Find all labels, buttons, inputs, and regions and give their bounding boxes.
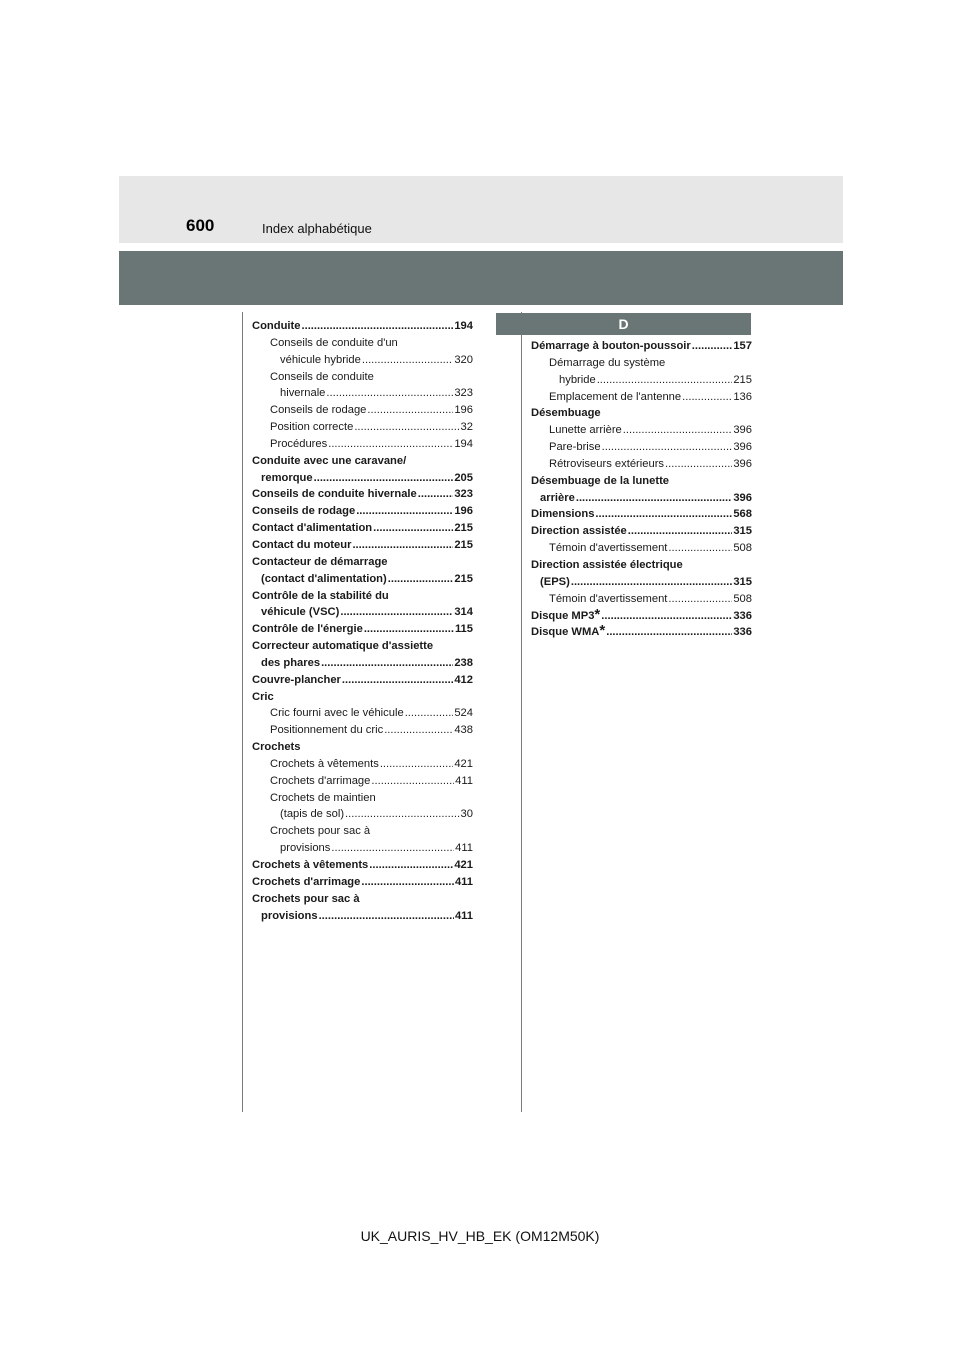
index-entry: Disque WMA * ..... 336 bbox=[531, 624, 752, 641]
entry-label: des phares bbox=[261, 656, 321, 669]
index-subentry bbox=[252, 823, 473, 857]
index-entry bbox=[531, 523, 752, 540]
entry-page-number: 315 bbox=[733, 525, 752, 538]
entry-page-number: 411 bbox=[454, 909, 473, 922]
dot-leader bbox=[418, 486, 454, 503]
entry-label: (contact d'alimentation) bbox=[261, 572, 387, 585]
column-divider-left bbox=[242, 312, 243, 1112]
entry-page-number: 238 bbox=[454, 656, 473, 669]
entry-page-number: 215 bbox=[733, 373, 752, 386]
index-entry bbox=[252, 638, 473, 672]
entry-label: Direction assistée bbox=[531, 525, 627, 538]
entry-page-number: 194 bbox=[454, 320, 473, 332]
index-subentry bbox=[252, 436, 473, 453]
dot-leader bbox=[367, 402, 453, 419]
entry-label: Conseils de conduite d'un bbox=[270, 336, 398, 349]
entry-label: arrière bbox=[540, 491, 575, 504]
index-subentry bbox=[252, 790, 473, 824]
document-code: UK_AURIS_HV_HB_EK (OM12M50K) bbox=[360, 1228, 600, 1244]
entry-label: Crochets à vêtements bbox=[270, 757, 379, 770]
index-letter-heading: D bbox=[496, 313, 751, 335]
entry-label: Contact du moteur bbox=[252, 538, 352, 551]
index-subentry bbox=[531, 422, 752, 439]
entry-label: Démarrage du système bbox=[549, 356, 666, 369]
entry-page-number: 524 bbox=[454, 707, 473, 720]
dot-leader bbox=[331, 840, 454, 857]
entry-label: Pare-brise bbox=[549, 441, 601, 454]
index-entry bbox=[252, 486, 473, 503]
index-subentry bbox=[531, 591, 752, 608]
entry-page-number: 411 bbox=[455, 842, 473, 855]
header-band bbox=[119, 176, 843, 243]
dot-leader bbox=[328, 436, 453, 453]
entry-page-number: 411 bbox=[454, 875, 473, 888]
dot-leader bbox=[668, 591, 732, 608]
index-entry bbox=[252, 554, 473, 588]
entry-page-number: 323 bbox=[454, 488, 473, 501]
entry-label: Désembuage bbox=[531, 407, 601, 420]
entry-label: Disque WMA bbox=[531, 626, 600, 639]
dot-leader bbox=[682, 389, 732, 406]
index-subentry bbox=[531, 540, 752, 557]
index-entry bbox=[252, 672, 473, 689]
dot-leader bbox=[595, 506, 732, 523]
index-subentry bbox=[531, 456, 752, 473]
entry-label: Contact d'alimentation bbox=[252, 522, 373, 535]
entry-label: véhicule hybride bbox=[280, 353, 361, 366]
header-dark-band bbox=[119, 251, 843, 305]
entry-page-number: 314 bbox=[454, 606, 473, 619]
index-subentry bbox=[252, 419, 473, 436]
entry-page-number: 412 bbox=[454, 673, 473, 686]
dot-leader bbox=[692, 338, 733, 355]
entry-page-number: 396 bbox=[733, 491, 752, 504]
entry-page-number: 30 bbox=[460, 808, 473, 821]
entry-page-number: 421 bbox=[454, 859, 473, 871]
dot-leader bbox=[314, 470, 454, 487]
entry-label: Conduite avec une caravane/ bbox=[252, 454, 407, 467]
dot-leader bbox=[319, 908, 454, 925]
index-entry bbox=[252, 857, 473, 874]
index-entry bbox=[252, 318, 473, 335]
entry-page-number: 396 bbox=[733, 457, 752, 470]
index-entry bbox=[252, 588, 473, 622]
entry-label: Démarrage à bouton-poussoir bbox=[531, 340, 691, 352]
entry-label: Procédures bbox=[270, 437, 328, 450]
entry-page-number: 157 bbox=[733, 340, 752, 352]
entry-label: Témoin d'avertissement bbox=[549, 592, 668, 605]
entry-page-number: 421 bbox=[454, 757, 473, 770]
entry-label: Crochets d'arrimage bbox=[270, 774, 371, 787]
entry-page-number: 115 bbox=[454, 623, 473, 636]
dot-leader bbox=[606, 624, 732, 641]
dot-leader bbox=[345, 806, 460, 823]
dot-leader bbox=[597, 372, 733, 389]
entry-label: Conseils de conduite hivernale bbox=[252, 488, 417, 501]
entry-page-number: 396 bbox=[733, 441, 752, 454]
entry-label: Position correcte bbox=[270, 421, 354, 434]
entry-label: Couvre-plancher bbox=[252, 673, 341, 686]
entry-page-number: 411 bbox=[455, 774, 473, 787]
dot-leader bbox=[354, 419, 459, 436]
index-subentry bbox=[531, 439, 752, 456]
section-title: Index alphabétique bbox=[262, 221, 372, 236]
entry-label: provisions bbox=[280, 842, 331, 855]
index-entry bbox=[531, 557, 752, 591]
entry-page-number: 196 bbox=[454, 404, 473, 417]
entry-page-number: 215 bbox=[454, 538, 473, 551]
dot-leader bbox=[384, 722, 453, 739]
entry-label: Dimensions bbox=[531, 508, 595, 521]
index-subentry bbox=[252, 402, 473, 419]
entry-label: Cric fourni avec le véhicule bbox=[270, 707, 404, 720]
entry-label: Contacteur de démarrage bbox=[252, 555, 388, 568]
dot-leader bbox=[602, 439, 733, 456]
entry-label: véhicule (VSC) bbox=[261, 606, 340, 619]
entry-page-number: 568 bbox=[733, 508, 752, 521]
dot-leader bbox=[405, 705, 454, 722]
entry-page-number: 508 bbox=[733, 592, 752, 605]
dot-leader bbox=[388, 571, 454, 588]
entry-page-number: 32 bbox=[460, 421, 473, 434]
index-entry bbox=[531, 405, 752, 422]
dot-leader bbox=[352, 537, 453, 554]
dot-leader bbox=[356, 503, 453, 520]
index-column-right bbox=[531, 338, 752, 641]
entry-label: Contrôle de l'énergie bbox=[252, 623, 363, 636]
column-divider-right bbox=[521, 312, 522, 1112]
entry-page-number: 196 bbox=[454, 505, 473, 518]
entry-label: Contrôle de la stabilité du bbox=[252, 589, 389, 602]
dot-leader bbox=[361, 874, 454, 891]
index-entry: Disque MP3 * ..... 336 bbox=[531, 608, 752, 625]
dot-leader bbox=[668, 540, 732, 557]
index-subentry bbox=[531, 389, 752, 406]
index-subentry bbox=[252, 335, 473, 369]
entry-label: Direction assistée électrique bbox=[531, 558, 683, 571]
entry-label: Lunette arrière bbox=[549, 424, 622, 437]
entry-label: provisions bbox=[261, 909, 318, 922]
entry-page-number: 438 bbox=[454, 724, 473, 737]
index-subentry bbox=[252, 773, 473, 790]
entry-label: Témoin d'avertissement bbox=[549, 542, 668, 555]
dot-leader bbox=[371, 773, 454, 790]
entry-label: Disque MP3 bbox=[531, 609, 595, 622]
index-subentry bbox=[252, 756, 473, 773]
entry-page-number: 323 bbox=[454, 387, 473, 400]
dot-leader bbox=[601, 608, 732, 625]
entry-label: remorque bbox=[261, 471, 313, 484]
index-entry bbox=[531, 473, 752, 507]
page-number: 600 bbox=[186, 216, 215, 235]
entry-label: (EPS) bbox=[540, 575, 570, 588]
index-entry bbox=[252, 739, 473, 756]
dot-leader bbox=[623, 422, 733, 439]
entry-label: hivernale bbox=[280, 387, 326, 400]
entry-page-number: 215 bbox=[454, 522, 473, 535]
entry-label: Correcteur automatique d'assiette bbox=[252, 640, 434, 653]
index-subentry bbox=[252, 722, 473, 739]
entry-page-number: 315 bbox=[733, 575, 752, 588]
index-entry bbox=[531, 506, 752, 523]
dot-leader bbox=[571, 574, 732, 591]
index-entry bbox=[252, 891, 473, 925]
entry-label: Crochets à vêtements bbox=[252, 859, 369, 871]
entry-label: Cric bbox=[252, 690, 274, 703]
entry-page-number: 136 bbox=[733, 390, 752, 403]
index-entry bbox=[531, 338, 752, 355]
entry-label: Crochets pour sac à bbox=[252, 892, 360, 905]
entry-page-number: 320 bbox=[454, 353, 473, 366]
index-entry bbox=[252, 537, 473, 554]
dot-leader bbox=[364, 621, 454, 638]
entry-label: Conduite bbox=[252, 320, 301, 332]
entry-page-number: 194 bbox=[454, 437, 473, 450]
entry-page-number: 508 bbox=[733, 542, 752, 555]
entry-label: Positionnement du cric bbox=[270, 724, 384, 737]
entry-label: Crochets bbox=[252, 741, 301, 754]
index-entry bbox=[252, 503, 473, 520]
index-entry bbox=[252, 689, 473, 706]
entry-label: Conseils de rodage bbox=[252, 505, 356, 518]
entry-page-number: 396 bbox=[733, 424, 752, 437]
dot-leader bbox=[373, 520, 453, 537]
dot-leader bbox=[301, 318, 453, 335]
index-entry bbox=[252, 621, 473, 638]
index-subentry bbox=[531, 355, 752, 389]
entry-page-number: 205 bbox=[454, 471, 473, 484]
dot-leader bbox=[665, 456, 732, 473]
dot-leader bbox=[321, 655, 453, 672]
dot-leader bbox=[380, 756, 454, 773]
dot-leader bbox=[576, 490, 732, 507]
entry-label: Crochets pour sac à bbox=[270, 825, 371, 838]
entry-label: Conseils de conduite bbox=[270, 370, 374, 383]
entry-label: Rétroviseurs extérieurs bbox=[549, 457, 665, 470]
dot-leader bbox=[326, 385, 453, 402]
index-entry bbox=[252, 453, 473, 487]
index-entry bbox=[252, 520, 473, 537]
entry-label: Emplacement de l'antenne bbox=[549, 390, 682, 403]
entry-page-number: 336 bbox=[733, 626, 752, 639]
index-subentry bbox=[252, 705, 473, 722]
dot-leader bbox=[362, 352, 453, 369]
index-entry bbox=[252, 874, 473, 891]
entry-page-number: 336 bbox=[733, 609, 752, 622]
entry-label: hybride bbox=[559, 373, 596, 386]
index-subentry bbox=[252, 369, 473, 403]
entry-label: (tapis de sol) bbox=[280, 808, 345, 821]
entry-page-number: 215 bbox=[454, 572, 473, 585]
entry-label: Crochets de maintien bbox=[270, 791, 376, 804]
dot-leader bbox=[342, 672, 453, 689]
dot-leader bbox=[340, 604, 453, 621]
entry-label: Conseils de rodage bbox=[270, 404, 367, 417]
dot-leader bbox=[369, 857, 453, 874]
index-column-left bbox=[252, 318, 473, 924]
entry-label: Désembuage de la lunette bbox=[531, 474, 670, 487]
entry-label: Crochets d'arrimage bbox=[252, 875, 361, 888]
dot-leader bbox=[628, 523, 733, 540]
